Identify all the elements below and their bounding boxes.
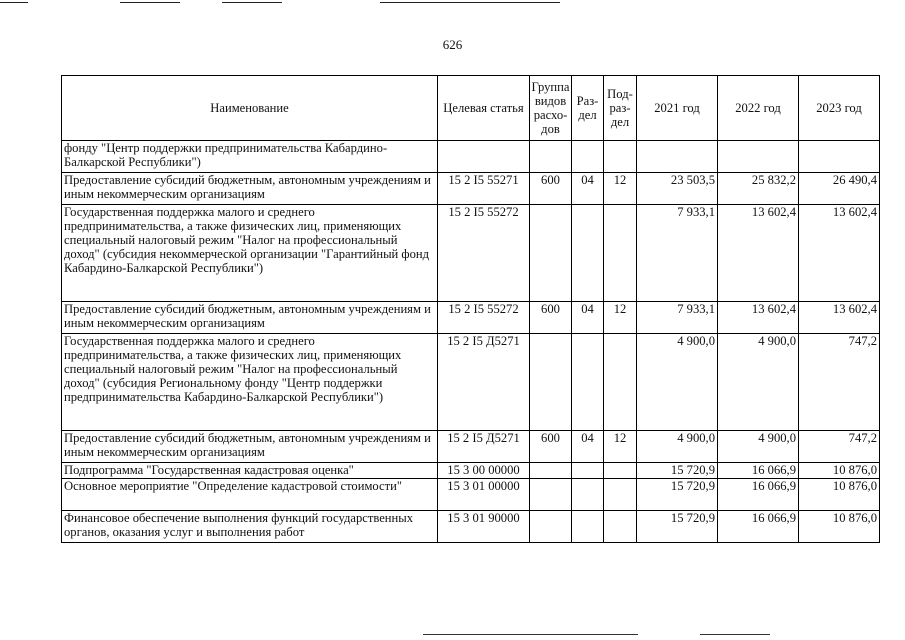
cell-subsection: 12 bbox=[604, 302, 637, 334]
cell-section: 04 bbox=[572, 302, 604, 334]
cell-2023: 10 876,0 bbox=[799, 479, 880, 511]
cell-group: 600 bbox=[530, 173, 572, 205]
cell-code: 15 2 I5 55271 bbox=[438, 173, 530, 205]
cell-subsection bbox=[604, 141, 637, 173]
table-row bbox=[62, 205, 880, 302]
col-header-2022: 2022 год bbox=[718, 76, 799, 141]
cell-2022: 16 066,9 bbox=[718, 479, 799, 511]
scan-artifact-line bbox=[700, 634, 770, 635]
scan-artifact-line bbox=[0, 2, 28, 3]
cell-section bbox=[572, 141, 604, 173]
cell-subsection bbox=[604, 479, 637, 511]
table-row bbox=[62, 173, 880, 205]
scan-artifact-line bbox=[222, 2, 282, 3]
cell-subsection bbox=[604, 205, 637, 302]
cell-group bbox=[530, 463, 572, 479]
cell-2023: 13 602,4 bbox=[799, 205, 880, 302]
cell-group bbox=[530, 141, 572, 173]
col-header-2023: 2023 год bbox=[799, 76, 880, 141]
cell-name: Финансовое обеспечение выполнения функций государственных органов, оказания услуг и выполнения работ bbox=[62, 511, 438, 543]
page-number: 626 bbox=[442, 37, 463, 52]
cell-2022: 13 602,4 bbox=[718, 205, 799, 302]
cell-2021: 15 720,9 bbox=[637, 511, 718, 543]
cell-name: Предоставление субсидий бюджетным, автономным учреждениям и иным некоммерческим организациям bbox=[62, 173, 438, 205]
cell-2021: 4 900,0 bbox=[637, 431, 718, 463]
cell-subsection bbox=[604, 463, 637, 479]
cell-code: 15 2 I5 Д5271 bbox=[438, 334, 530, 431]
table-row bbox=[62, 431, 880, 463]
table-row bbox=[62, 511, 880, 543]
cell-group bbox=[530, 334, 572, 431]
cell-section bbox=[572, 463, 604, 479]
cell-2022: 4 900,0 bbox=[718, 334, 799, 431]
cell-section: 04 bbox=[572, 173, 604, 205]
cell-2023 bbox=[799, 141, 880, 173]
cell-2023: 13 602,4 bbox=[799, 302, 880, 334]
col-header-group: Группа видов расхо-дов bbox=[530, 76, 572, 141]
cell-section bbox=[572, 205, 604, 302]
cell-section bbox=[572, 334, 604, 431]
cell-2021: 7 933,1 bbox=[637, 302, 718, 334]
cell-code: 15 2 I5 Д5271 bbox=[438, 431, 530, 463]
col-header-subsection: Под-раз-дел bbox=[604, 76, 637, 141]
cell-group bbox=[530, 205, 572, 302]
cell-section bbox=[572, 511, 604, 543]
table-row bbox=[62, 334, 880, 431]
table-header-row bbox=[62, 76, 880, 141]
budget-table bbox=[61, 75, 880, 543]
cell-code: 15 3 00 00000 bbox=[438, 463, 530, 479]
scan-artifact-line bbox=[120, 2, 180, 3]
cell-2023: 10 876,0 bbox=[799, 463, 880, 479]
table-row bbox=[62, 302, 880, 334]
cell-name: Предоставление субсидий бюджетным, автономным учреждениям и иным некоммерческим организациям bbox=[62, 302, 438, 334]
cell-group bbox=[530, 511, 572, 543]
cell-group: 600 bbox=[530, 431, 572, 463]
table-row bbox=[62, 141, 880, 173]
cell-code: 15 3 01 90000 bbox=[438, 511, 530, 543]
cell-group: 600 bbox=[530, 302, 572, 334]
cell-2022: 13 602,4 bbox=[718, 302, 799, 334]
cell-section bbox=[572, 479, 604, 511]
cell-subsection: 12 bbox=[604, 431, 637, 463]
cell-name: Государственная поддержка малого и среднего предпринимательства, а также физических лиц, применяющих специальный налоговый режим "Налог на профессиональный доход" (субсидия Региональному фонду "Центр поддержки предпринимательства Кабардино-Балкарской Республики") bbox=[62, 334, 438, 431]
cell-name: фонду "Центр поддержки предпринимательства Кабардино-Балкарской Республики") bbox=[62, 141, 438, 173]
cell-code bbox=[438, 141, 530, 173]
cell-2021: 7 933,1 bbox=[637, 205, 718, 302]
cell-2021: 15 720,9 bbox=[637, 479, 718, 511]
cell-2022: 16 066,9 bbox=[718, 463, 799, 479]
col-header-2021: 2021 год bbox=[637, 76, 718, 141]
cell-name: Подпрограмма "Государственная кадастровая оценка" bbox=[62, 463, 438, 479]
table-row bbox=[62, 463, 880, 479]
cell-group bbox=[530, 479, 572, 511]
scan-artifact-line bbox=[380, 2, 560, 3]
cell-section: 04 bbox=[572, 431, 604, 463]
cell-2023: 747,2 bbox=[799, 334, 880, 431]
cell-2022 bbox=[718, 141, 799, 173]
cell-name: Государственная поддержка малого и среднего предпринимательства, а также физических лиц, применяющих специальный налоговый режим "Налог на профессиональный доход" (субсидия некоммерческой организации "Гарантийный фонд Кабардино-Балкарской Республики") bbox=[62, 205, 438, 302]
cell-2023: 747,2 bbox=[799, 431, 880, 463]
cell-2022: 16 066,9 bbox=[718, 511, 799, 543]
cell-2021: 4 900,0 bbox=[637, 334, 718, 431]
table-row bbox=[62, 479, 880, 511]
cell-2022: 4 900,0 bbox=[718, 431, 799, 463]
cell-subsection bbox=[604, 334, 637, 431]
cell-2023: 26 490,4 bbox=[799, 173, 880, 205]
scan-artifact-line bbox=[423, 634, 638, 635]
cell-code: 15 2 I5 55272 bbox=[438, 205, 530, 302]
col-header-section: Раз-дел bbox=[572, 76, 604, 141]
cell-code: 15 2 I5 55272 bbox=[438, 302, 530, 334]
cell-code: 15 3 01 00000 bbox=[438, 479, 530, 511]
cell-name: Основное мероприятие "Определение кадастровой стоимости" bbox=[62, 479, 438, 511]
col-header-code: Целевая статья bbox=[438, 76, 530, 141]
cell-2021 bbox=[637, 141, 718, 173]
cell-subsection: 12 bbox=[604, 173, 637, 205]
cell-2021: 15 720,9 bbox=[637, 463, 718, 479]
cell-2021: 23 503,5 bbox=[637, 173, 718, 205]
col-header-name: Наименование bbox=[62, 76, 438, 141]
cell-subsection bbox=[604, 511, 637, 543]
cell-name: Предоставление субсидий бюджетным, автономным учреждениям и иным некоммерческим организациям bbox=[62, 431, 438, 463]
cell-2023: 10 876,0 bbox=[799, 511, 880, 543]
cell-2022: 25 832,2 bbox=[718, 173, 799, 205]
